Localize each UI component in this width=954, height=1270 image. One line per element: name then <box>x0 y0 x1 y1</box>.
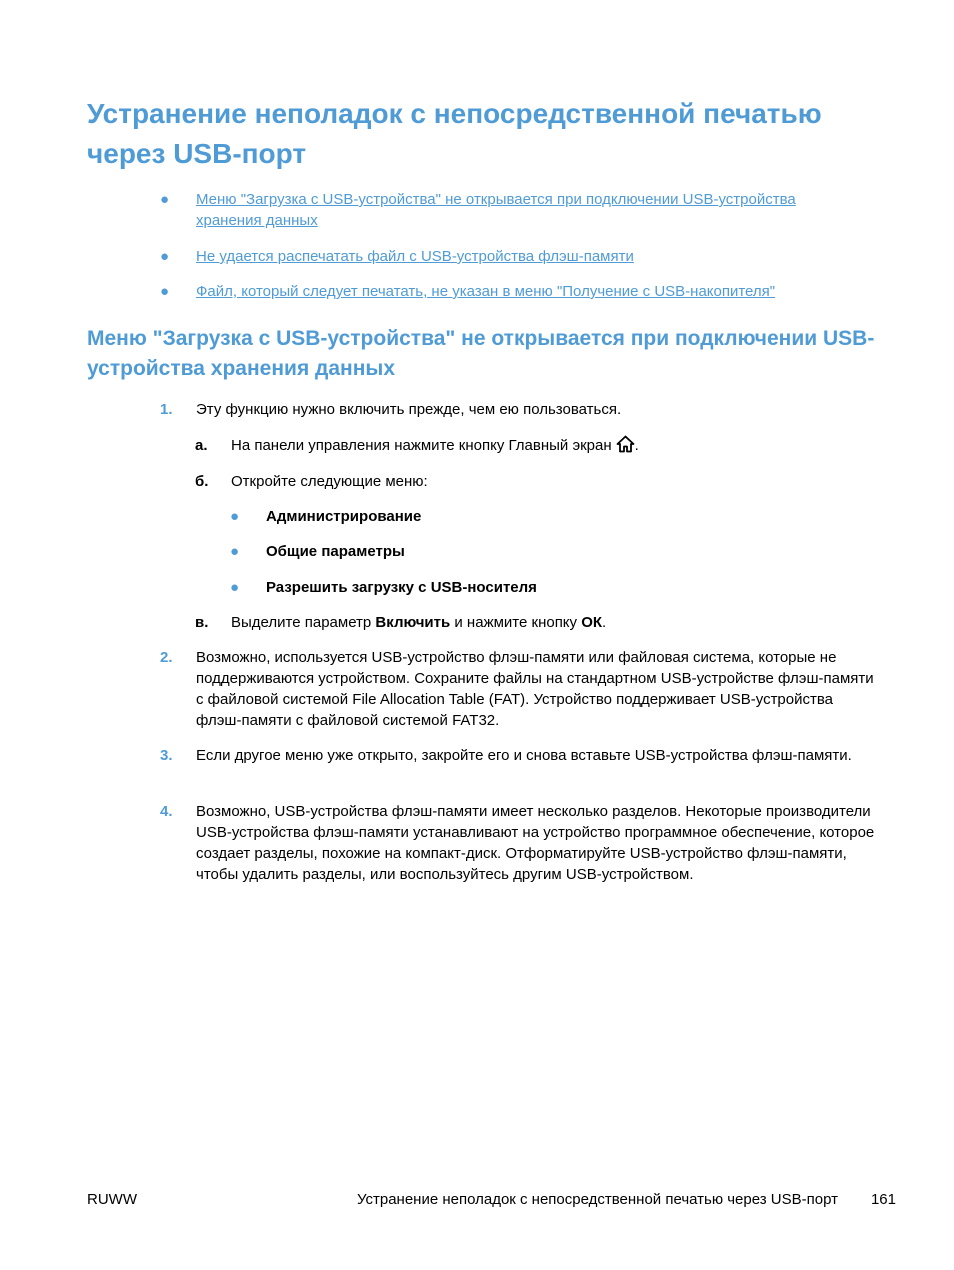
step-number: 4. <box>160 803 173 820</box>
menu-name: Разрешить загрузку с USB-носителя <box>266 579 537 596</box>
bullet-icon: ● <box>230 508 240 525</box>
option-enable: Включить <box>375 614 451 631</box>
step-text: Если другое меню уже открыто, закройте его и снова вставьте USB-устройства флэш-памяти. <box>196 747 852 764</box>
substep-c-mid: и нажмите кнопку <box>454 614 578 631</box>
substep-text: Откройте следующие меню: <box>231 473 428 490</box>
step-4 <box>160 801 880 909</box>
toc-item <box>160 189 860 233</box>
substep-label: а. <box>195 437 208 454</box>
bullet-icon: ● <box>160 283 170 300</box>
bullet-icon: ● <box>230 579 240 596</box>
substep-label: в. <box>195 614 209 631</box>
step-text: Возможно, USB-устройства флэш-памяти имеет несколько разделов. Некоторые производители USB-устройства флэш-памяти устанавливают на устройство программное обеспечение, которое создает разделы, похожие на компакт-диск. Отформатируйте USB-устройство флэш-памяти, чтобы удалить разделы, или воспользуйтесь другим USB-устройством. <box>196 803 875 883</box>
toc-item <box>160 246 860 268</box>
toc-link-cannot-print[interactable]: Не удается распечатать файл с USB-устройства флэш-памяти <box>196 248 634 265</box>
substep-label: б. <box>195 473 209 490</box>
bullet-icon: ● <box>160 191 170 208</box>
substep-c-pre: Выделите параметр <box>231 614 372 631</box>
step-number: 2. <box>160 649 173 666</box>
step-3 <box>160 745 880 789</box>
step-text: Эту функцию нужно включить прежде, чем ею пользоваться. <box>196 401 622 418</box>
footer-title: Устранение неполадок с непосредственной печатью через USB-порт <box>356 1191 838 1208</box>
substep-c <box>195 612 875 634</box>
toc-link-file-not-listed[interactable]: Файл, который следует печатать, не указан в меню "Получение с USB-накопителя" <box>196 283 776 300</box>
substep-b <box>195 471 875 493</box>
menu-name: Администрирование <box>266 508 422 525</box>
substep-a <box>195 435 875 457</box>
home-icon <box>616 435 635 459</box>
step-1 <box>160 399 880 421</box>
step-2 <box>160 647 880 733</box>
page-number: 161 <box>870 1191 896 1208</box>
bullet-icon: ● <box>160 248 170 265</box>
ok-button-name: ОК <box>581 614 603 631</box>
substep-c-end: . <box>602 614 607 631</box>
step-text: Возможно, используется USB-устройство флэш-памяти или файловая система, которые не поддерживаются устройством. Сохраните файлы на стандартном USB-устройстве флэш-памяти с файловой системой File Allocation Table (FAT). Устройство поддерживает USB-устройства флэш-памяти с файловой системой FAT32. <box>196 649 874 729</box>
menu-path-item <box>230 577 730 599</box>
section-heading: Меню "Загрузка с USB-устройства" не открывается при подключении USB-устройства хранения данных <box>87 327 875 380</box>
step-number: 1. <box>160 401 173 418</box>
step-number: 3. <box>160 747 173 764</box>
menu-path-item <box>230 541 730 563</box>
menu-name: Общие параметры <box>266 543 405 560</box>
toc-link-usb-menu[interactable]: Меню "Загрузка с USB-устройства" не открывается при подключении USB-устройства хранения данных <box>196 191 796 229</box>
substep-text <box>231 435 871 459</box>
substep-a-tail: . <box>634 437 639 454</box>
bullet-icon: ● <box>230 543 240 560</box>
page-title: Устранение неполадок с непосредственной печатью через USB-порт <box>87 98 822 169</box>
substep-a-text: На панели управления нажмите кнопку Главный экран <box>231 437 612 454</box>
footer-left: RUWW <box>87 1191 137 1208</box>
toc-item <box>160 281 860 303</box>
substep-text <box>231 612 871 633</box>
menu-path-item <box>230 506 730 528</box>
